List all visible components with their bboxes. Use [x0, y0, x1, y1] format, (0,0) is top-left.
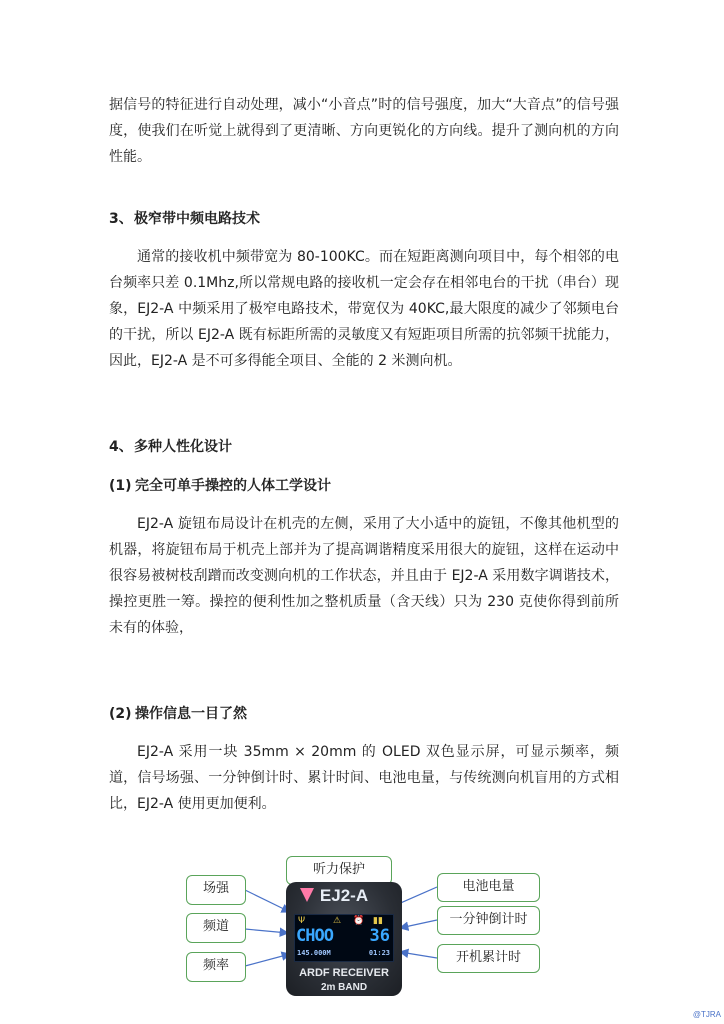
heading-text: 极窄带中频电路技术: [134, 211, 260, 227]
oled-screen: [294, 914, 394, 962]
antenna-icon: Ψ: [298, 916, 306, 926]
arrow-signal: [245, 890, 290, 912]
channel-display: CHOO: [296, 926, 333, 946]
battery-icon: ▮▮: [373, 916, 383, 926]
heading-text: 完全可单手操控的人体工学设计: [135, 478, 331, 494]
heading-number: 3、: [109, 211, 133, 227]
label-channel: 频道: [186, 913, 246, 943]
paragraph-display: EJ2-A 采用一块 35mm × 20mm 的 OLED 双色显示屏，可显示频率，频道，信号场强、一分钟倒计时、累计时间、电池电量，与传统测向机盲用的方式相比，EJ2-A 使用更加便利。: [109, 744, 619, 812]
paragraph-narrowband: 通常的接收机中频带宽为 80-100KC。而在短距离测向项目中，每个相邻的电台频率只差 0.1Mhz,所以常规电路的接收机一定会存在相邻电台的干扰（串台）现象，EJ2-A 中频采用了极窄电路技术，带宽仅为 40KC,最大限度的减少了邻频电台的干扰，所以 EJ2-A 既有标距所需的灵敏度又有短距项目所需的抗邻频干扰能力，因此，EJ2-A 是不可多得能全项目、全能的 2 米测向机。: [109, 249, 619, 369]
heading-number: (1): [109, 478, 132, 494]
status-icons: [297, 916, 391, 926]
label-signal-strength: 场强: [186, 875, 246, 905]
frequency-display: 145.000M: [297, 949, 331, 957]
heading-text: 操作信息一目了然: [135, 706, 247, 722]
label-hearing-protection: 听力保护: [286, 856, 392, 885]
heading-text: 多种人性化设计: [134, 439, 232, 455]
arrow-uptime: [400, 952, 437, 958]
watermark: @TJRA: [692, 1010, 721, 1019]
heading-number: 4、: [109, 439, 133, 455]
device-band: 2m BAND: [320, 982, 368, 993]
label-frequency: 频率: [186, 952, 246, 982]
label-uptime: 开机累计时: [437, 944, 540, 973]
arrow-frequency: [245, 954, 290, 966]
arrow-channel: [245, 929, 288, 933]
paragraph-signal-processing: 据信号的特征进行自动处理，减小“小音点”时的信号强度，加大“大音点”的信号强度，使我们在听觉上就得到了更清晰、方向更锐化的方向线。提升了测向机的方向性能。: [109, 97, 619, 165]
heading-number: (2): [109, 706, 132, 722]
label-countdown: 一分钟倒计时: [437, 906, 540, 935]
label-battery: 电池电量: [437, 873, 540, 902]
receiver-device: [286, 882, 402, 996]
bell-off-icon: ⚠: [333, 916, 342, 926]
timer-display: 01:23: [368, 949, 390, 957]
channel-number: 36: [369, 926, 390, 946]
device-model: ARDF RECEIVER: [299, 967, 389, 979]
paragraph-ergonomic: EJ2-A 旋钮布局设计在机壳的左侧，采用了大小适中的旋钮，不像其他机型的机器，将旋钮布局于机壳上部并为了提高调谐精度采用很大的旋钮，这样在运动中很容易被树枝刮蹭而改变测向机的工作状态，并且由于 EJ2-A 采用数字调谐技术，操控更胜一筹。操控的便利性加之整机质量（含天线）只为 230 克使你得到前所未有的体验，: [109, 516, 619, 636]
arrow-countdown: [400, 920, 437, 928]
alarm-clock-icon: ⏰: [353, 916, 365, 926]
device-brand: EJ2-A: [319, 886, 369, 905]
